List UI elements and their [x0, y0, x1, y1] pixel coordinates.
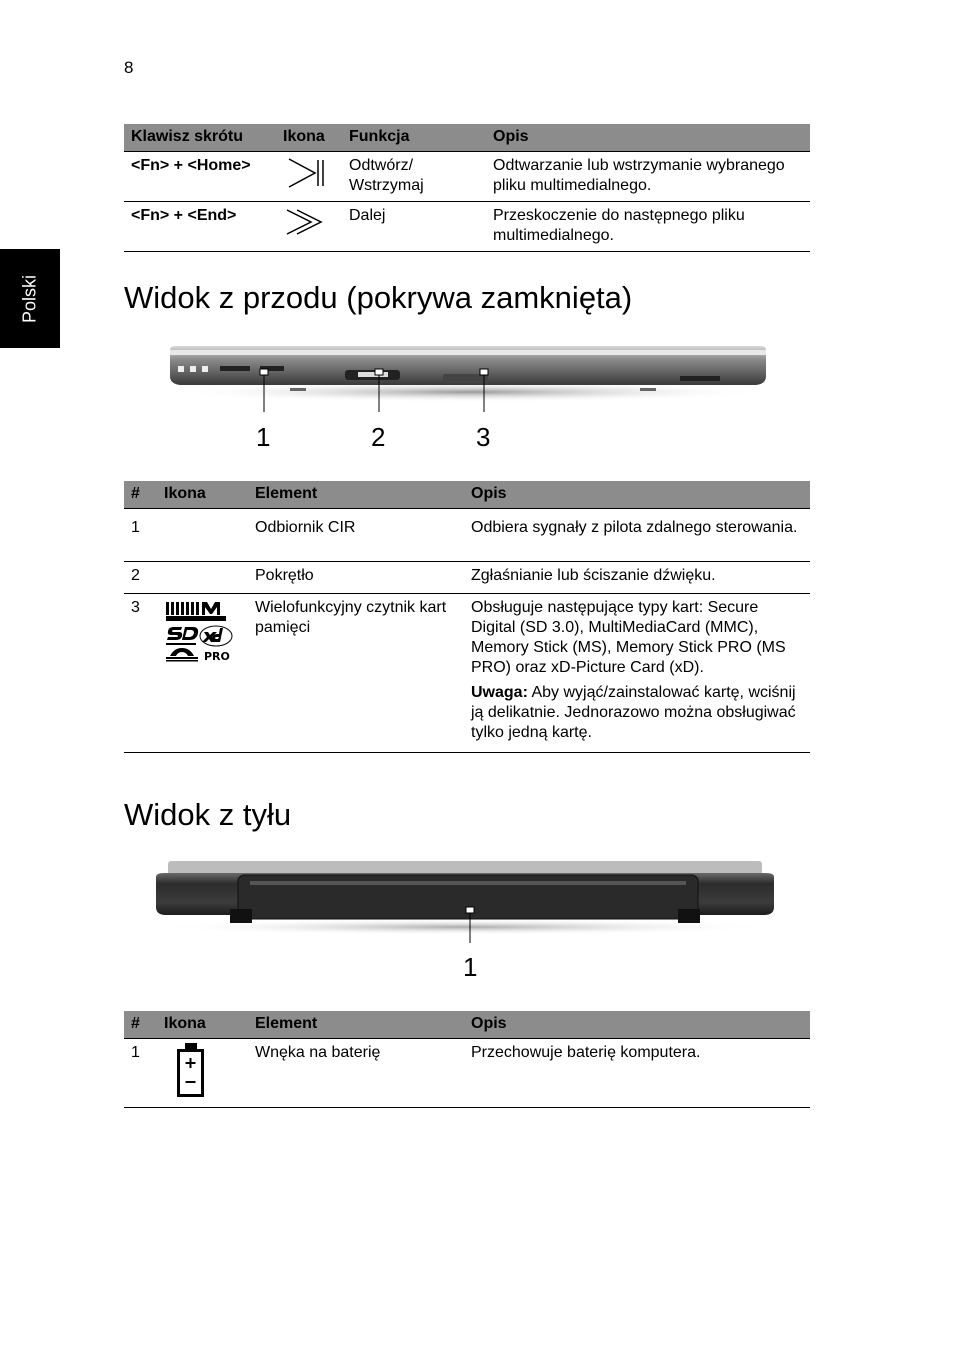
row-number: 3 [124, 594, 157, 753]
section-title-front: Widok z przodu (pokrywa zamknięta) [124, 280, 633, 315]
callout-1: 1 [256, 422, 271, 452]
description: Obsługuje następujące typy kart: Secure Digital (SD 3.0), MultiMediaCard (MMC), Memory Stick (MS), Memory Stick PRO (MS PRO) oraz xD-Picture Card (xD). [471, 599, 786, 676]
function: Odtwórz/ Wstrzymaj [342, 152, 486, 202]
description: Odbiera sygnały z pilota zdalnego sterowania. [464, 509, 810, 562]
laptop-front-illustration [160, 340, 780, 460]
hotkeys-table [124, 124, 810, 252]
description: Odtwarzanie lub wstrzymanie wybranego pliku multimedialnego. [486, 152, 810, 202]
element: Pokrętło [248, 562, 464, 594]
svg-text:PRO: PRO [204, 650, 230, 663]
table-header [124, 481, 810, 509]
section-title-rear: Widok z tyłu [124, 797, 292, 832]
table-row [124, 1039, 810, 1108]
col-header: Element [248, 481, 464, 509]
col-header: Opis [464, 481, 810, 509]
col-header: Ikona [157, 481, 248, 509]
memory-card-logos-icon [157, 594, 248, 753]
row-number: 2 [124, 562, 157, 594]
language-tab [0, 249, 60, 348]
note [471, 683, 803, 743]
table-header [124, 1011, 810, 1039]
col-header: Element [248, 1011, 464, 1039]
description: Zgłaśnianie lub ściszanie dźwięku. [464, 562, 810, 594]
language-tab-label: Polski [19, 274, 40, 323]
table-row [124, 152, 810, 202]
note-text: Aby wyjąć/zainstalować kartę, wciśnij ją delikatnie. Jednorazowo można obsługiwać tylko jedną kartę. [471, 684, 796, 741]
col-header: # [124, 481, 157, 509]
col-header: # [124, 1011, 157, 1039]
element: Wnęka na baterię [248, 1039, 464, 1108]
col-header: Ikona [276, 124, 342, 152]
front-view-table [124, 481, 810, 753]
col-header: Funkcja [342, 124, 486, 152]
play-pause-icon [276, 152, 342, 202]
function: Dalej [342, 202, 486, 252]
col-header: Opis [464, 1011, 810, 1039]
element: Odbiornik CIR [248, 509, 464, 562]
icon-cell [157, 562, 248, 594]
rear-view-table [124, 1011, 810, 1108]
icon-cell [157, 509, 248, 562]
next-icon [276, 202, 342, 252]
table-row [124, 202, 810, 252]
callout-3: 3 [476, 422, 491, 452]
hotkey: <Fn> + <Home> [124, 152, 276, 202]
hotkey: <Fn> + <End> [124, 202, 276, 252]
element: Wielofunkcyjny czytnik kart pamięci [248, 594, 464, 753]
description: Przechowuje baterię komputera. [464, 1039, 810, 1108]
laptop-rear-illustration [150, 855, 780, 950]
row-number: 1 [124, 509, 157, 562]
table-header [124, 124, 810, 152]
col-header: Opis [486, 124, 810, 152]
page-number: 8 [124, 58, 134, 77]
callout-1-rear: 1 [463, 952, 478, 982]
description-cell [464, 594, 810, 753]
description: Przeskoczenie do następnego pliku multimedialnego. [486, 202, 810, 252]
battery-icon [157, 1039, 248, 1108]
row-number: 1 [124, 1039, 157, 1108]
callout-2: 2 [371, 422, 386, 452]
col-header: Klawisz skrótu [124, 124, 276, 152]
table-row [124, 509, 810, 562]
table-row [124, 562, 810, 594]
table-row [124, 594, 810, 753]
col-header: Ikona [157, 1011, 248, 1039]
note-label: Uwaga: [471, 684, 528, 701]
